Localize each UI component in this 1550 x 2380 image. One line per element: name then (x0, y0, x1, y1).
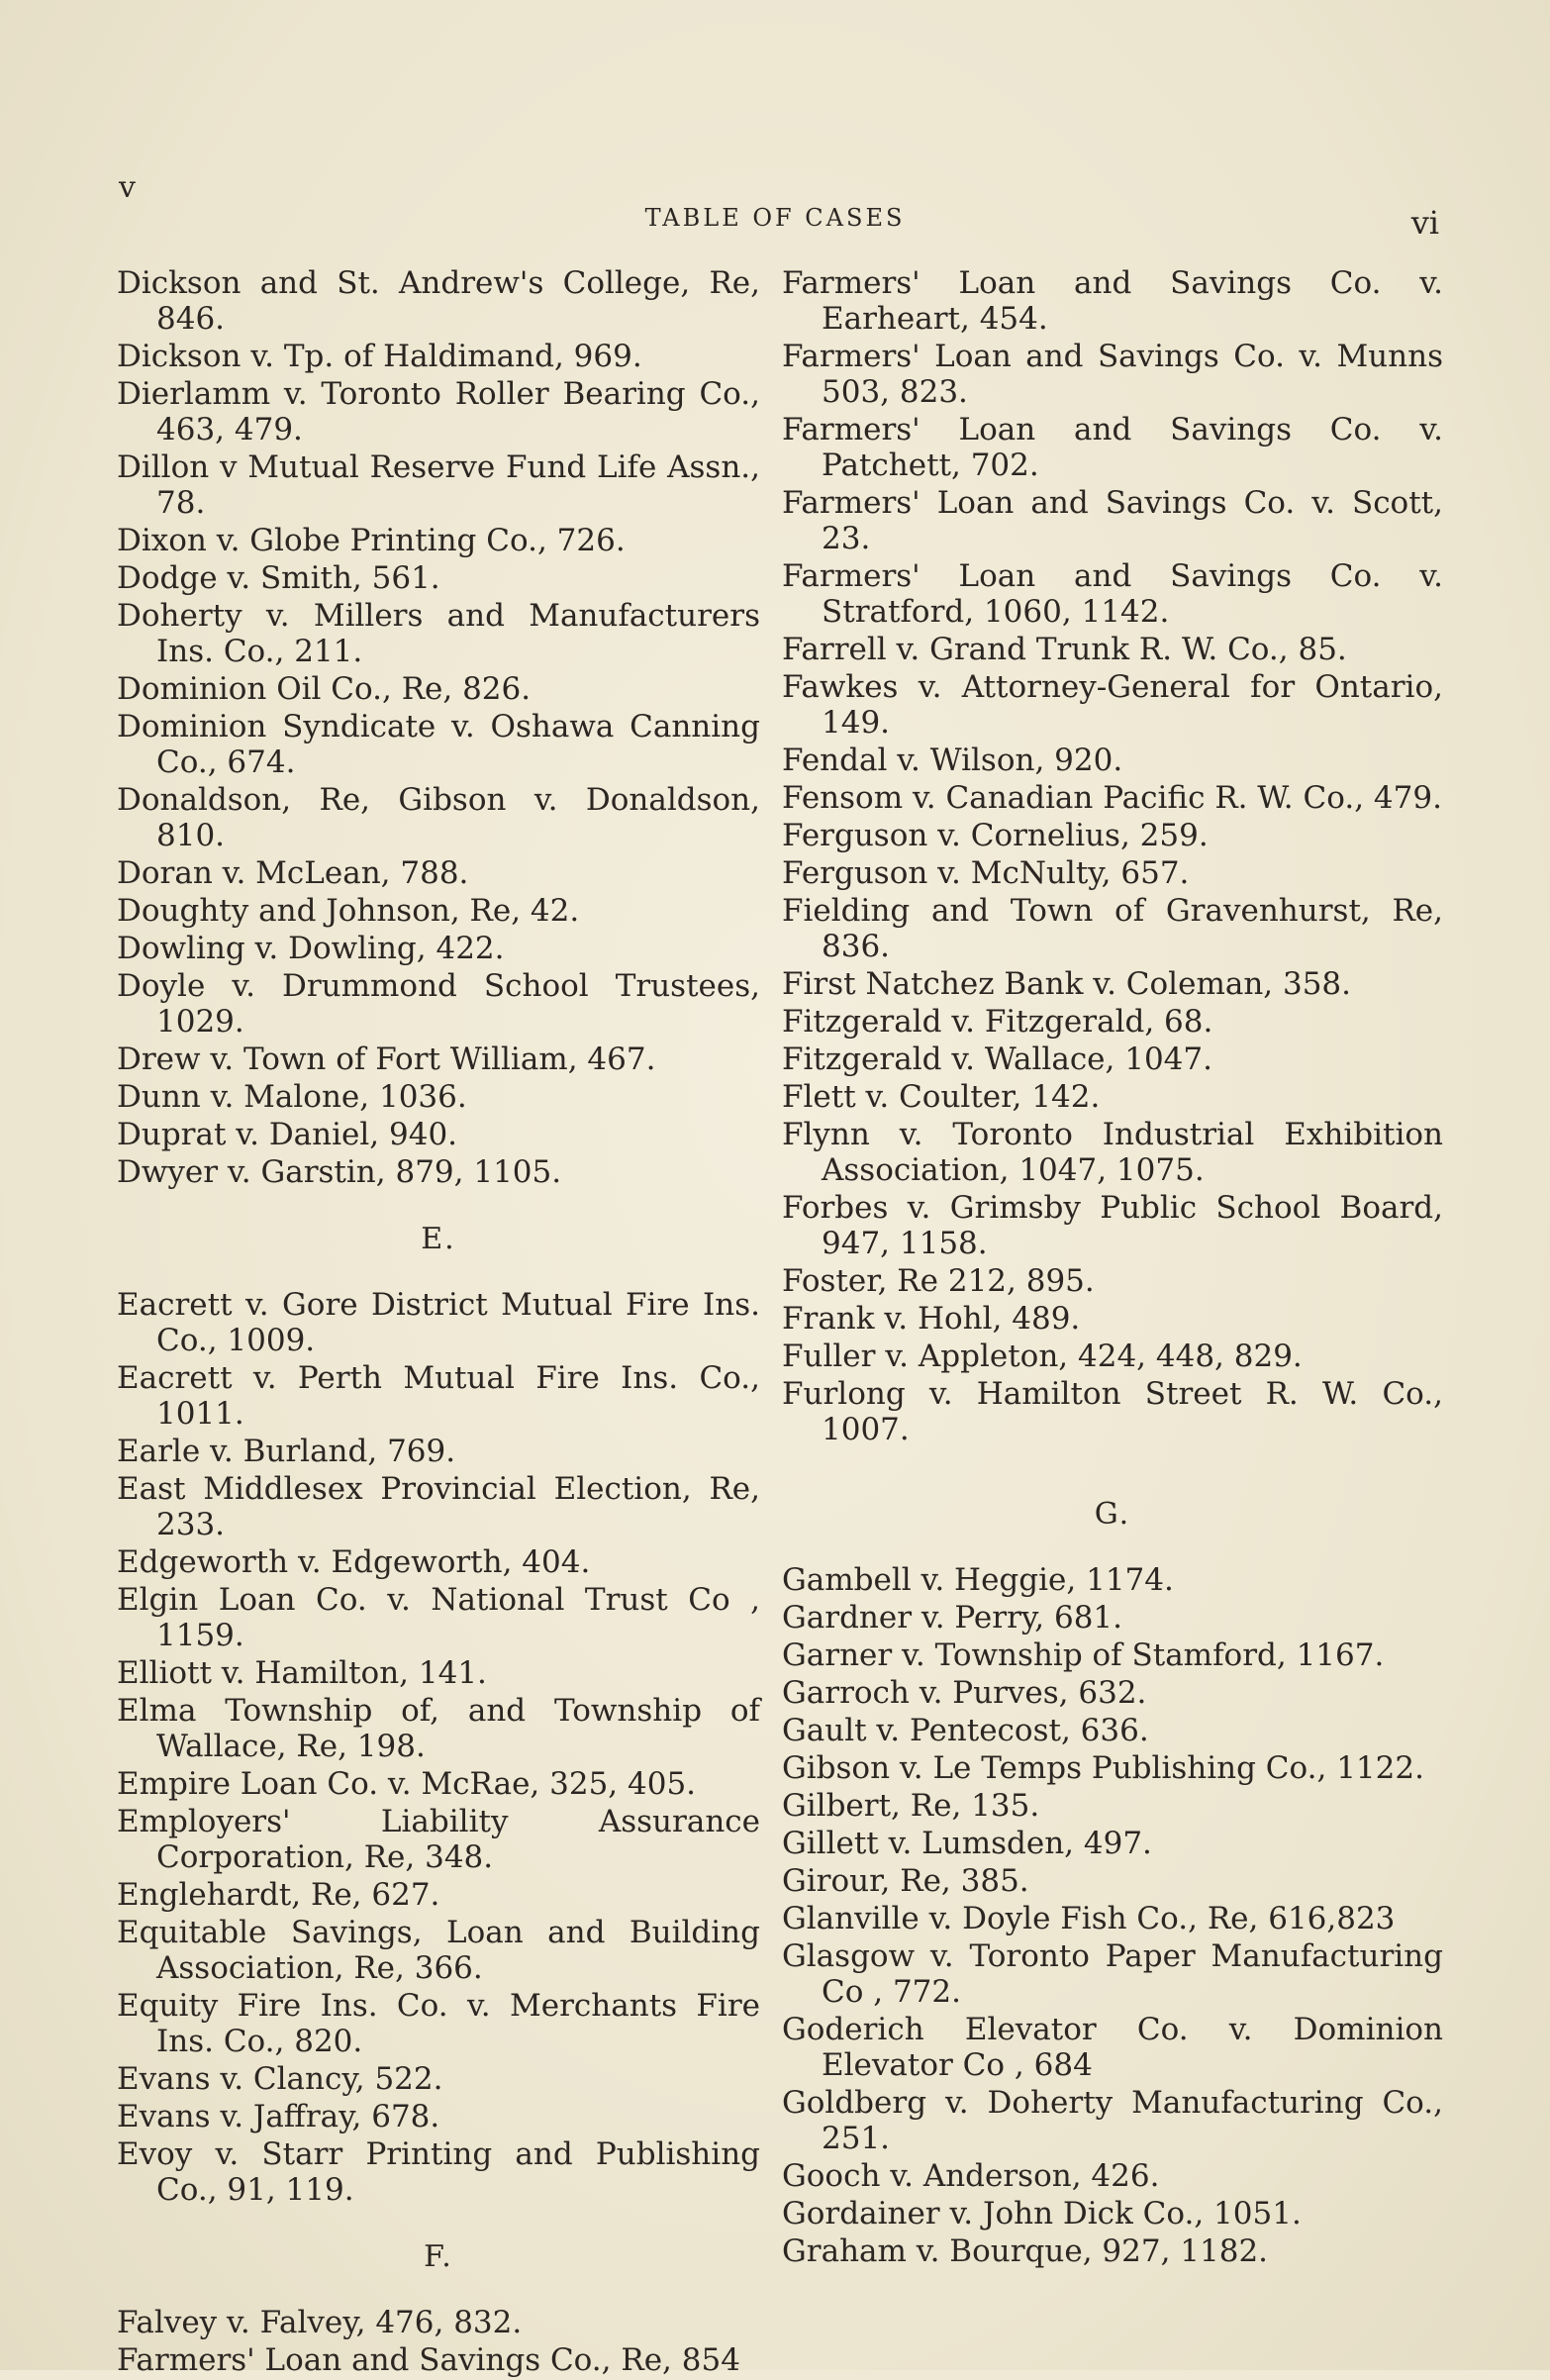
case-entry: Doran v. McLean, 788. (117, 855, 469, 891)
case-entry: Gardner v. Perry, 681. (782, 1600, 1123, 1636)
case-entry: Frank v. Hohl, 489. (782, 1301, 1081, 1337)
case-entry: Fitzgerald v. Wallace, 1047. (782, 1041, 1212, 1077)
case-entry: Girour, Re, 385. (782, 1863, 1029, 1899)
case-entry: Evans v. Jaffray, 678. (117, 2099, 440, 2134)
case-entry: Dwyer v. Garstin, 879, 1105. (117, 1154, 562, 1190)
case-entry: Drew v. Town of Fort William, 467. (117, 1041, 656, 1077)
case-entry: Foster, Re 212, 895. (782, 1263, 1095, 1299)
case-entry: Donaldson, Re, Gibson v. Donaldson, 810. (117, 782, 760, 853)
case-entry: Farmers' Loan and Savings Co., Re, 854 (117, 2342, 740, 2378)
case-entry: Dierlamm v. Toronto Roller Bearing Co., 463, 479. (117, 376, 760, 447)
case-entry: Forbes v. Grimsby Public School Board, 947, 1158. (782, 1190, 1443, 1261)
case-entry: Glanville v. Doyle Fish Co., Re, 616,823 (782, 1901, 1396, 1936)
case-entry: Gooch v. Anderson, 426. (782, 2158, 1160, 2194)
case-entry: Dodge v. Smith, 561. (117, 560, 440, 596)
case-entry: Dillon v Mutual Reserve Fund Life Assn., 78. (117, 449, 760, 521)
case-entry: Fielding and Town of Gravenhurst, Re, 836. (782, 893, 1443, 964)
case-entry: Elgin Loan Co. v. National Trust Co , 1159. (117, 1582, 760, 1653)
case-entry: Gillett v. Lumsden, 497. (782, 1826, 1152, 1861)
case-entry: Dominion Oil Co., Re, 826. (117, 671, 532, 707)
case-entry: Eacrett v. Gore District Mutual Fire Ins. Co., 1009. (117, 1287, 760, 1358)
page-number-left: v (119, 170, 137, 205)
section-letter: E. (421, 1222, 456, 1256)
case-entry: Doherty v. Millers and Manufacturers Ins. Co., 211. (117, 598, 760, 669)
section-letter: F. (424, 2239, 453, 2274)
case-entry: East Middlesex Provincial Election, Re, 233. (117, 1471, 760, 1542)
case-entry: Gibson v. Le Temps Publishing Co., 1122. (782, 1750, 1424, 1786)
case-entry: Furlong v. Hamilton Street R. W. Co., 1007. (782, 1376, 1443, 1447)
case-entry: Graham v. Bourque, 927, 1182. (782, 2233, 1269, 2269)
case-entry: Dixon v. Globe Printing Co., 726. (117, 523, 626, 558)
case-entry: Ferguson v. Cornelius, 259. (782, 818, 1209, 853)
case-entry: Fendal v. Wilson, 920. (782, 743, 1123, 778)
case-entry: Farmers' Loan and Savings Co. v. Patchett, 702. (782, 412, 1443, 483)
case-entry: Employers' Liability Assurance Corporation, Re, 348. (117, 1804, 760, 1875)
case-entry: Eacrett v. Perth Mutual Fire Ins. Co., 1011. (117, 1360, 760, 1432)
case-entry: Gordainer v. John Dick Co., 1051. (782, 2196, 1302, 2231)
case-entry: Dowling v. Dowling, 422. (117, 931, 505, 966)
case-entry: Doughty and Johnson, Re, 42. (117, 893, 580, 929)
page-number-right: vi (1410, 204, 1439, 242)
case-entry: Equitable Savings, Loan and Building Association, Re, 366. (117, 1915, 760, 1986)
case-entry: Doyle v. Drummond School Trustees, 1029. (117, 968, 760, 1040)
case-entry: Elma Township of, and Township of Wallace, Re, 198. (117, 1693, 760, 1764)
case-entry: Elliott v. Hamilton, 141. (117, 1655, 487, 1691)
case-entry: Farmers' Loan and Savings Co. v. Earheart, 454. (782, 265, 1443, 337)
section-letter: G. (1094, 1497, 1131, 1532)
case-entry: Farmers' Loan and Savings Co. v. Stratford, 1060, 1142. (782, 558, 1443, 630)
case-entry: Gault v. Pentecost, 636. (782, 1713, 1149, 1748)
case-entry: Falvey v. Falvey, 476, 832. (117, 2305, 523, 2340)
case-entry: Ferguson v. McNulty, 657. (782, 855, 1190, 891)
case-entry: Fensom v. Canadian Pacific R. W. Co., 479. (782, 780, 1442, 816)
case-entry: Garroch v. Purves, 632. (782, 1675, 1147, 1711)
case-entry: Flynn v. Toronto Industrial Exhibition Association, 1047, 1075. (782, 1117, 1443, 1188)
case-entry: Englehardt, Re, 627. (117, 1877, 440, 1913)
case-entry: Duprat v. Daniel, 940. (117, 1117, 458, 1152)
case-entry: Goldberg v. Doherty Manufacturing Co., 251. (782, 2085, 1443, 2156)
left-column (117, 265, 760, 2380)
case-entry: Dominion Syndicate v. Oshawa Canning Co., 674. (117, 709, 760, 780)
case-entry: Farrell v. Grand Trunk R. W. Co., 85. (782, 632, 1347, 667)
case-entry: Earle v. Burland, 769. (117, 1434, 456, 1469)
case-entry: Dickson v. Tp. of Haldimand, 969. (117, 339, 642, 374)
case-entry: Goderich Elevator Co. v. Dominion Elevator Co , 684 (782, 2012, 1443, 2083)
case-entry: Evoy v. Starr Printing and Publishing Co., 91, 119. (117, 2136, 760, 2208)
case-entry: Evans v. Clancy, 522. (117, 2061, 443, 2097)
case-entry: Dickson and St. Andrew's College, Re, 846. (117, 265, 760, 337)
case-entry: Flett v. Coulter, 142. (782, 1079, 1101, 1115)
case-entry: Equity Fire Ins. Co. v. Merchants Fire Ins. Co., 820. (117, 1988, 760, 2059)
running-head: TABLE OF CASES (644, 204, 906, 232)
case-entry: Dunn v. Malone, 1036. (117, 1079, 467, 1115)
case-entry: Farmers' Loan and Savings Co. v. Munns 503, 823. (782, 339, 1443, 410)
case-entry: First Natchez Bank v. Coleman, 358. (782, 966, 1352, 1002)
case-entry: Glasgow v. Toronto Paper Manufacturing Co , 772. (782, 1938, 1443, 2010)
case-entry: Gambell v. Heggie, 1174. (782, 1562, 1174, 1598)
case-entry: Edgeworth v. Edgeworth, 404. (117, 1544, 591, 1580)
case-entry: Fitzgerald v. Fitzgerald, 68. (782, 1004, 1213, 1040)
case-entry: Empire Loan Co. v. McRae, 325, 405. (117, 1766, 697, 1802)
right-column (782, 265, 1443, 2271)
case-entry: Farmers' Loan and Savings Co. v. Scott, 23. (782, 485, 1443, 556)
case-entry: Garner v. Township of Stamford, 1167. (782, 1637, 1385, 1673)
case-entry: Fuller v. Appleton, 424, 448, 829. (782, 1339, 1303, 1374)
case-entry: Fawkes v. Attorney-General for Ontario, 149. (782, 669, 1443, 741)
case-entry: Gilbert, Re, 135. (782, 1788, 1040, 1824)
